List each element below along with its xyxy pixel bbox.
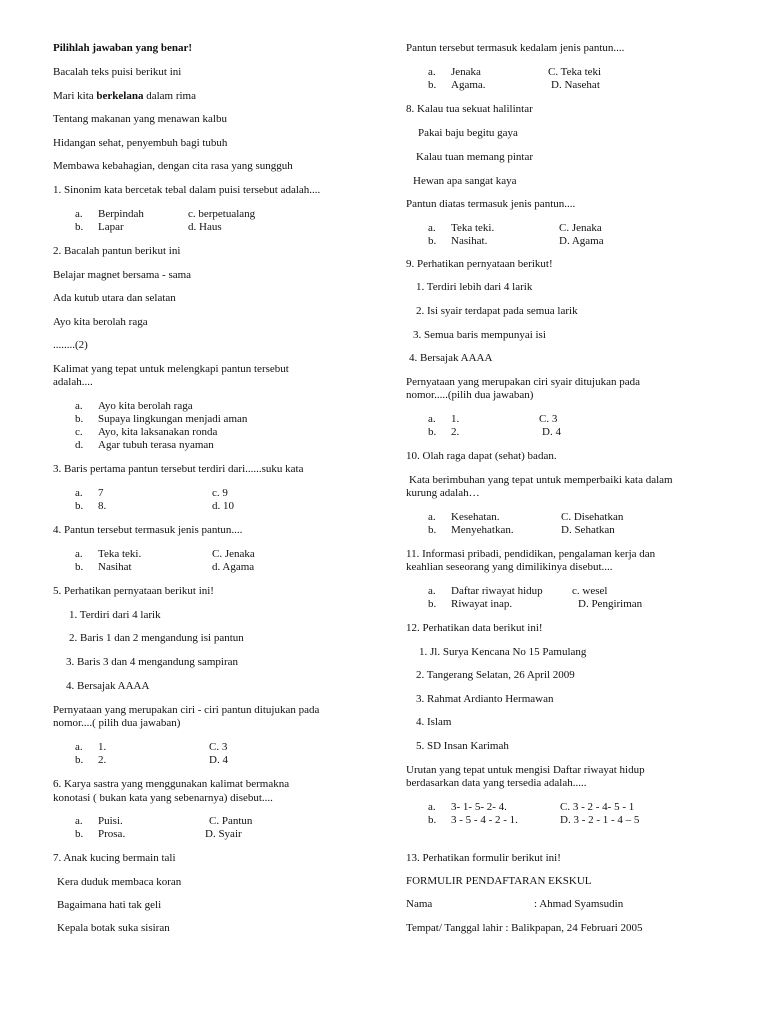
statement: 2. Baris 1 dan 2 mengandung isi pantun — [69, 632, 244, 644]
option-key: b. — [75, 561, 84, 573]
option-text: Puisi. — [98, 815, 123, 827]
question-5-ask: Pernyataan yang merupakan ciri - ciri pantun ditujukan pada — [53, 704, 320, 716]
option-key: b. — [75, 754, 84, 766]
option-key: b. — [428, 524, 437, 536]
question-2-ask: adalah.... — [53, 376, 93, 388]
option-key: b. — [428, 598, 437, 610]
option-text: C. Pantun — [209, 815, 253, 827]
option-key: a. — [75, 487, 83, 499]
page-title: Pilihlah jawaban yang benar! — [53, 42, 193, 54]
pantun-line: Belajar magnet bersama - sama — [53, 269, 192, 281]
option-text: Kesehatan. — [451, 511, 500, 523]
option-key: a. — [75, 400, 83, 412]
question-13: 13. Perhatikan formulir berikut ini! — [406, 852, 561, 864]
option-text: C. 3 - 2 - 4- 5 - 1 — [560, 801, 635, 813]
option-text: Daftar riwayat hidup — [451, 585, 543, 597]
question-12: 12. Perhatikan data berikut ini! — [406, 622, 543, 634]
option-key: a. — [75, 208, 83, 220]
data-item: 3. Rahmat Ardianto Hermawan — [416, 693, 554, 705]
option-text: Ayo, kita laksanakan ronda — [98, 426, 218, 438]
question-2-ask: Kalimat yang tepat untuk melengkapi pantun tersebut — [53, 363, 289, 375]
question-5-ask: nomor....( pilih dua jawaban) — [53, 717, 181, 729]
question-6: 6. Karya sastra yang menggunakan kalimat bermakna — [53, 778, 290, 790]
option-key: a. — [75, 741, 83, 753]
question-12-ask: berdasarkan data yang tersedia adalah..... — [406, 777, 587, 789]
question-4: 4. Pantun tersebut termasuk jenis pantun.... — [53, 524, 243, 536]
question-5: 5. Perhatikan pernyataan berikut ini! — [53, 585, 214, 597]
option-text: c. wesel — [572, 585, 608, 597]
option-text: 3- 1- 5- 2- 4. — [451, 801, 507, 813]
pantun-line: Pakai baju begitu gaya — [418, 127, 518, 139]
option-text: c. berpetualang — [188, 208, 256, 220]
option-key: a. — [428, 511, 436, 523]
option-text: Ayo kita berolah raga — [98, 400, 193, 412]
pantun-line: Kalau tuan memang pintar — [416, 151, 533, 163]
poem-line-3: Hidangan sehat, penyembuh bagi tubuh — [53, 137, 228, 149]
option-key: b. — [75, 500, 84, 512]
option-text: 1. — [98, 741, 107, 753]
option-text: C. Jenaka — [212, 548, 255, 560]
question-8-ask: Pantun diatas termasuk jenis pantun.... — [406, 198, 576, 210]
form-nama-label: Nama — [406, 898, 433, 910]
data-item: 1. Jl. Surya Kencana No 15 Pamulang — [419, 646, 587, 658]
statement: 2. Isi syair terdapat pada semua larik — [416, 305, 578, 317]
option-text: D. 3 - 2 - 1 - 4 – 5 — [560, 814, 640, 826]
statement: 1. Terdiri dari 4 larik — [69, 609, 161, 621]
option-text: D. Syair — [205, 828, 242, 840]
option-text: Riwayat inap. — [451, 598, 513, 610]
statement: 3. Baris 3 dan 4 mengandung sampiran — [66, 656, 238, 668]
option-text: C. Jenaka — [559, 222, 602, 234]
option-text: Agar tubuh terasa nyaman — [98, 439, 214, 451]
option-text: Supaya lingkungan menjadi aman — [98, 413, 248, 425]
option-text: Jenaka — [451, 66, 481, 78]
option-key: b. — [428, 79, 437, 91]
option-key: a. — [428, 413, 436, 425]
option-key: a. — [428, 66, 436, 78]
pantun-line: ........(2) — [53, 339, 88, 351]
question-2: 2. Bacalah pantun berikut ini — [53, 245, 181, 257]
option-text: C. Teka teki — [548, 66, 602, 78]
option-key: b. — [75, 221, 84, 233]
question-9: 9. Perhatikan pernyataan berikut! — [406, 258, 553, 270]
option-text: 7 — [98, 487, 104, 499]
statement: 4. Bersajak AAAA — [66, 680, 150, 692]
option-key: a. — [75, 548, 83, 560]
question-12-ask: Urutan yang tepat untuk mengisi Daftar riwayat hidup — [406, 764, 645, 776]
data-item: 2. Tangerang Selatan, 26 April 2009 — [416, 669, 575, 681]
option-text: D. Agama — [559, 235, 604, 247]
option-text: d. 10 — [212, 500, 234, 512]
form-nama-value: : Ahmad Syamsudin — [534, 898, 624, 910]
option-text: d. Agama — [212, 561, 255, 573]
question-1: 1. Sinonim kata bercetak tebal dalam puisi tersebut adalah.... — [53, 184, 321, 196]
pantun-line: Bagaimana hati tak geli — [57, 899, 162, 911]
option-text: C. Disehatkan — [561, 511, 624, 523]
option-key: b. — [75, 413, 84, 425]
pantun-line: Ayo kita berolah raga — [53, 316, 148, 328]
option-key: b. — [428, 426, 437, 438]
poem-line-1 — [53, 90, 196, 103]
form-title: FORMULIR PENDAFTARAN EKSKUL — [406, 875, 592, 887]
option-text: D. 4 — [209, 754, 228, 766]
data-item: 5. SD Insan Karimah — [416, 740, 509, 752]
option-key: a. — [428, 585, 436, 597]
option-text: Nasihat — [98, 561, 132, 573]
option-text: c. 9 — [212, 487, 228, 499]
question-6: konotasi ( bukan kata yang sebenarnya) disebut.... — [53, 792, 273, 804]
option-text: Agama. — [451, 79, 486, 91]
option-text: Berpindah — [98, 208, 144, 220]
option-text: Teka teki. — [98, 548, 142, 560]
option-text: Lapar — [98, 221, 124, 233]
data-item: 4. Islam — [416, 716, 452, 728]
question-7-ask: Pantun tersebut termasuk kedalam jenis pantun.... — [406, 42, 625, 54]
poem-line-2: Tentang makanan yang menawan kalbu — [53, 113, 227, 125]
question-10: 10. Olah raga dapat (sehat) badan. — [406, 450, 557, 462]
poem-line-4: Membawa kebahagian, dengan cita rasa yang sungguh — [53, 160, 293, 172]
pantun-line: Ada kutub utara dan selatan — [53, 292, 176, 304]
pantun-line: Kera duduk membaca koran — [57, 876, 182, 888]
option-text: 8. — [98, 500, 107, 512]
statement: 3. Semua baris mempunyai isi — [413, 329, 546, 341]
option-key: c. — [75, 426, 83, 438]
option-text: C. 3 — [539, 413, 558, 425]
question-7: 7. Anak kucing bermain tali — [53, 852, 176, 864]
statement: 1. Terdiri lebih dari 4 larik — [416, 281, 533, 293]
option-text: Teka teki. — [451, 222, 495, 234]
option-key: d. — [75, 439, 84, 451]
poem-line-1-post: dalam rima — [143, 90, 196, 102]
question-3: 3. Baris pertama pantun tersebut terdiri dari......suku kata — [53, 463, 304, 475]
question-8: 8. Kalau tua sekuat halilintar — [406, 103, 533, 115]
question-9-ask: nomor.....(pilih dua jawaban) — [406, 389, 534, 401]
option-key: b. — [428, 814, 437, 826]
option-text: 2. — [98, 754, 107, 766]
option-text: D. Nasehat — [551, 79, 600, 91]
option-text: Prosa. — [98, 828, 126, 840]
option-text: 3 - 5 - 4 - 2 - 1. — [451, 814, 518, 826]
pantun-line: Kepala botak suka sisiran — [57, 922, 170, 934]
instruction: Bacalah teks puisi berikut ini — [53, 66, 182, 78]
option-key: b. — [428, 235, 437, 247]
form-ttl: Tempat/ Tanggal lahir : Balikpapan, 24 Februari 2005 — [406, 922, 643, 934]
option-text: Menyehatkan. — [451, 524, 514, 536]
option-key: a. — [428, 222, 436, 234]
question-9-ask: Pernyataan yang merupakan ciri syair ditujukan pada — [406, 376, 640, 388]
option-text: D. Pengiriman — [578, 598, 643, 610]
option-text: d. Haus — [188, 221, 222, 233]
option-key: a. — [428, 801, 436, 813]
option-text: C. 3 — [209, 741, 228, 753]
option-text: D. 4 — [542, 426, 561, 438]
option-key: b. — [75, 828, 84, 840]
option-text: Nasihat. — [451, 235, 488, 247]
question-10-ask: kurung adalah… — [406, 487, 480, 499]
question-10-ask: Kata berimbuhan yang tepat untuk memperbaiki kata dalam — [409, 474, 673, 486]
poem-line-1-pre: Mari kita — [53, 90, 97, 102]
option-text: 1. — [451, 413, 460, 425]
statement: 4. Bersajak AAAA — [409, 352, 493, 364]
option-key: a. — [75, 815, 83, 827]
option-text: 2. — [451, 426, 460, 438]
question-11: keahlian seseorang yang dimilikinya disebut.... — [406, 561, 613, 573]
question-11: 11. Informasi pribadi, pendidikan, pengalaman kerja dan — [406, 548, 656, 560]
option-text: D. Sehatkan — [561, 524, 615, 536]
pantun-line: Hewan apa sangat kaya — [413, 175, 517, 187]
bold-word: berkelana — [96, 90, 144, 102]
